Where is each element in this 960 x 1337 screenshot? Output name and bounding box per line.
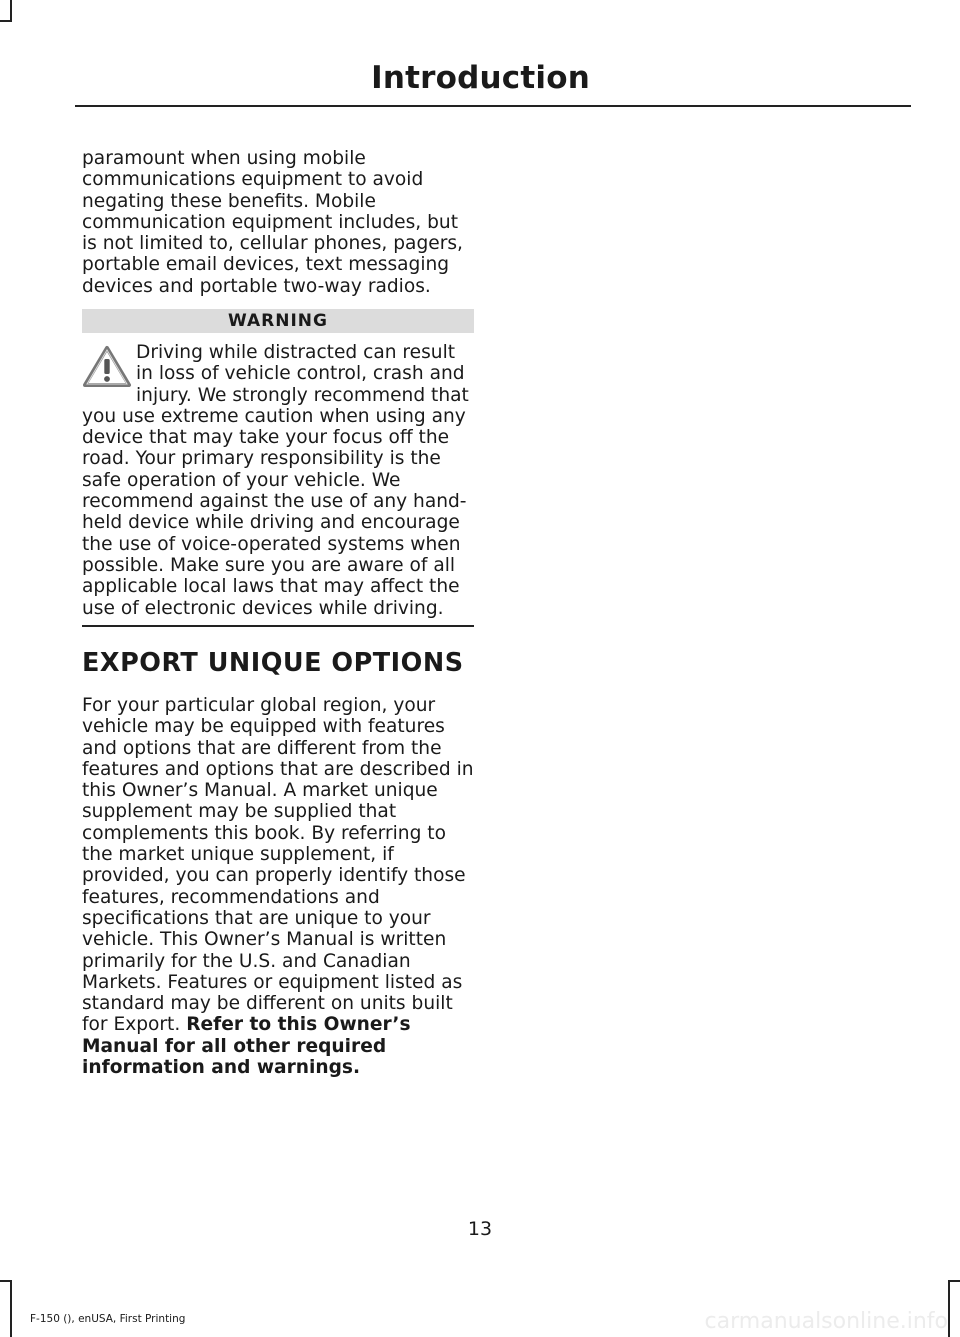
warning-triangle-icon (82, 345, 132, 389)
export-paragraph (82, 695, 474, 1078)
crop-mark (948, 1280, 950, 1337)
crop-mark (948, 1280, 960, 1282)
warning-bottom-rule (82, 625, 474, 627)
intro-paragraph: paramount when using mobile communications equipment to avoid negating these benefits. Mobile communication equipment includes, but is not limited to, cellular phones, pagers, portable email devices, text messaging devices and portable two-way radios. (82, 148, 463, 297)
crop-mark (0, 1280, 12, 1282)
crop-mark (0, 20, 12, 22)
crop-mark (10, 0, 12, 22)
page-header-title: Introduction (371, 60, 590, 96)
export-text: For your particular global region, your vehicle may be equipped with features and options that are different from the features and options that are described in this Owner’s Manual. A market unique supplement may be supplied that complements this book. By referring to the market unique supplement, if provided, you can properly identify those features, recommendations and specifications that are unique to your vehicle. This Owner’s Manual is written primarily for the U.S. and Canadian Markets. Features or equipment listed as standard may be different on units built for Export. (82, 695, 474, 1036)
section-title: EXPORT UNIQUE OPTIONS (82, 648, 464, 678)
page-number: 13 (467, 1218, 493, 1240)
export-bold-text: Refer to this Owner’s Manual for all other required information and warnings. (82, 1014, 411, 1079)
header-divider (75, 105, 911, 107)
warning-box (82, 342, 474, 619)
watermark: carmanualsonline.info (704, 1309, 948, 1334)
warning-heading: WARNING (82, 309, 474, 333)
warning-text: Driving while distracted can result in loss of vehicle control, crash and injury. We strongly recommend that you use extreme caution when using any device that may take your focus off the road. Your primary responsibility is the safe operation of your vehicle. We recommend against the use of any hand-held device while driving and encourage the use of voice-operated systems when possible. Make sure you are aware of all applicable local laws that may affect the use of electronic devices while driving. (82, 342, 469, 619)
crop-mark (10, 1280, 12, 1337)
footer-text: F-150 (), enUSA, First Printing (30, 1313, 186, 1325)
